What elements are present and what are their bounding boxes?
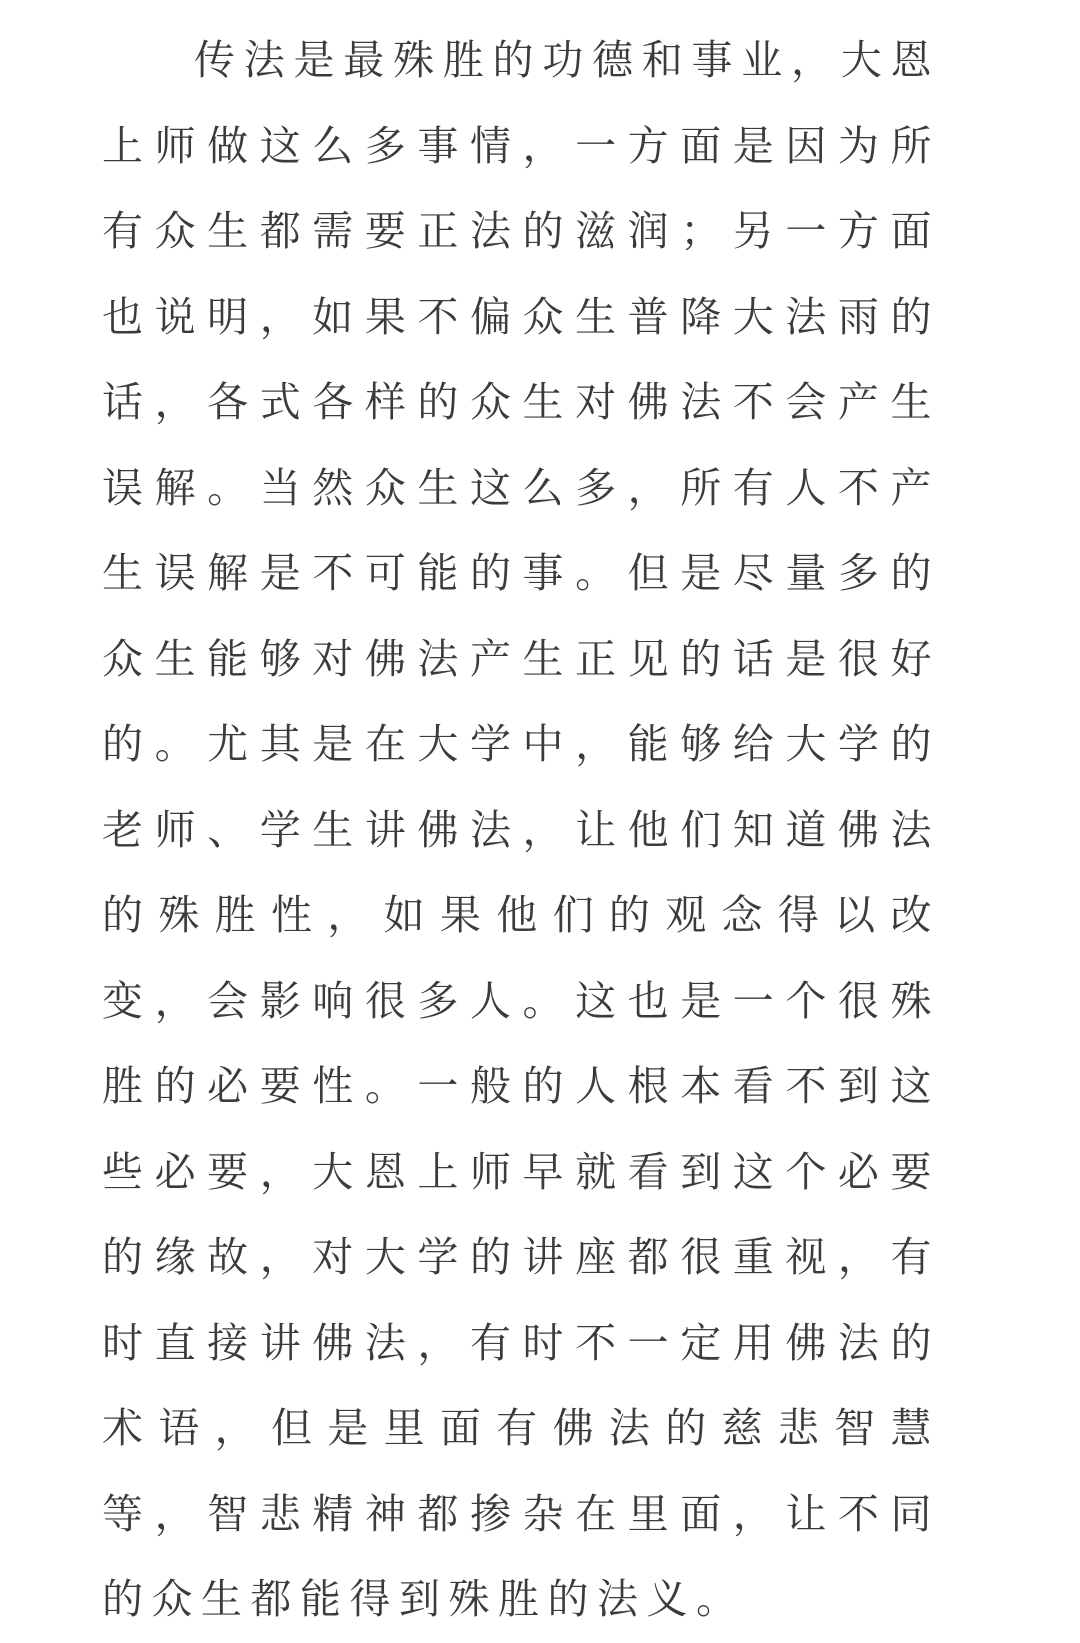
article-paragraph: 传法是最殊胜的功德和事业，大恩上师做这么多事情，一方面是因为所有众生都需要正法的滋润；另一方面也说明，如果不偏众生普降大法雨的话，各式各样的众生对佛法不会产生误解。当然众生这么多，所有人不产生误解是不可能的事。但是尽量多的众生能够对佛法产生正见的话是很好的。尤其是在大学中，能够给大学的老师、学生讲佛法，让他们知道佛法的殊胜性，如果他们的观念得以改变，会影响很多人。这也是一个很殊胜的必要性。一般的人根本看不到这些必要，大恩上师早就看到这个必要的缘故，对大学的讲座都很重视，有时直接讲佛法，有时不一定用佛法的术语，但是里面有佛法的慈悲智慧等，智悲精神都掺杂在里面，让不同的众生都能得到殊胜的法义。 (102, 36, 940, 1623)
article-body (102, 18, 940, 1643)
